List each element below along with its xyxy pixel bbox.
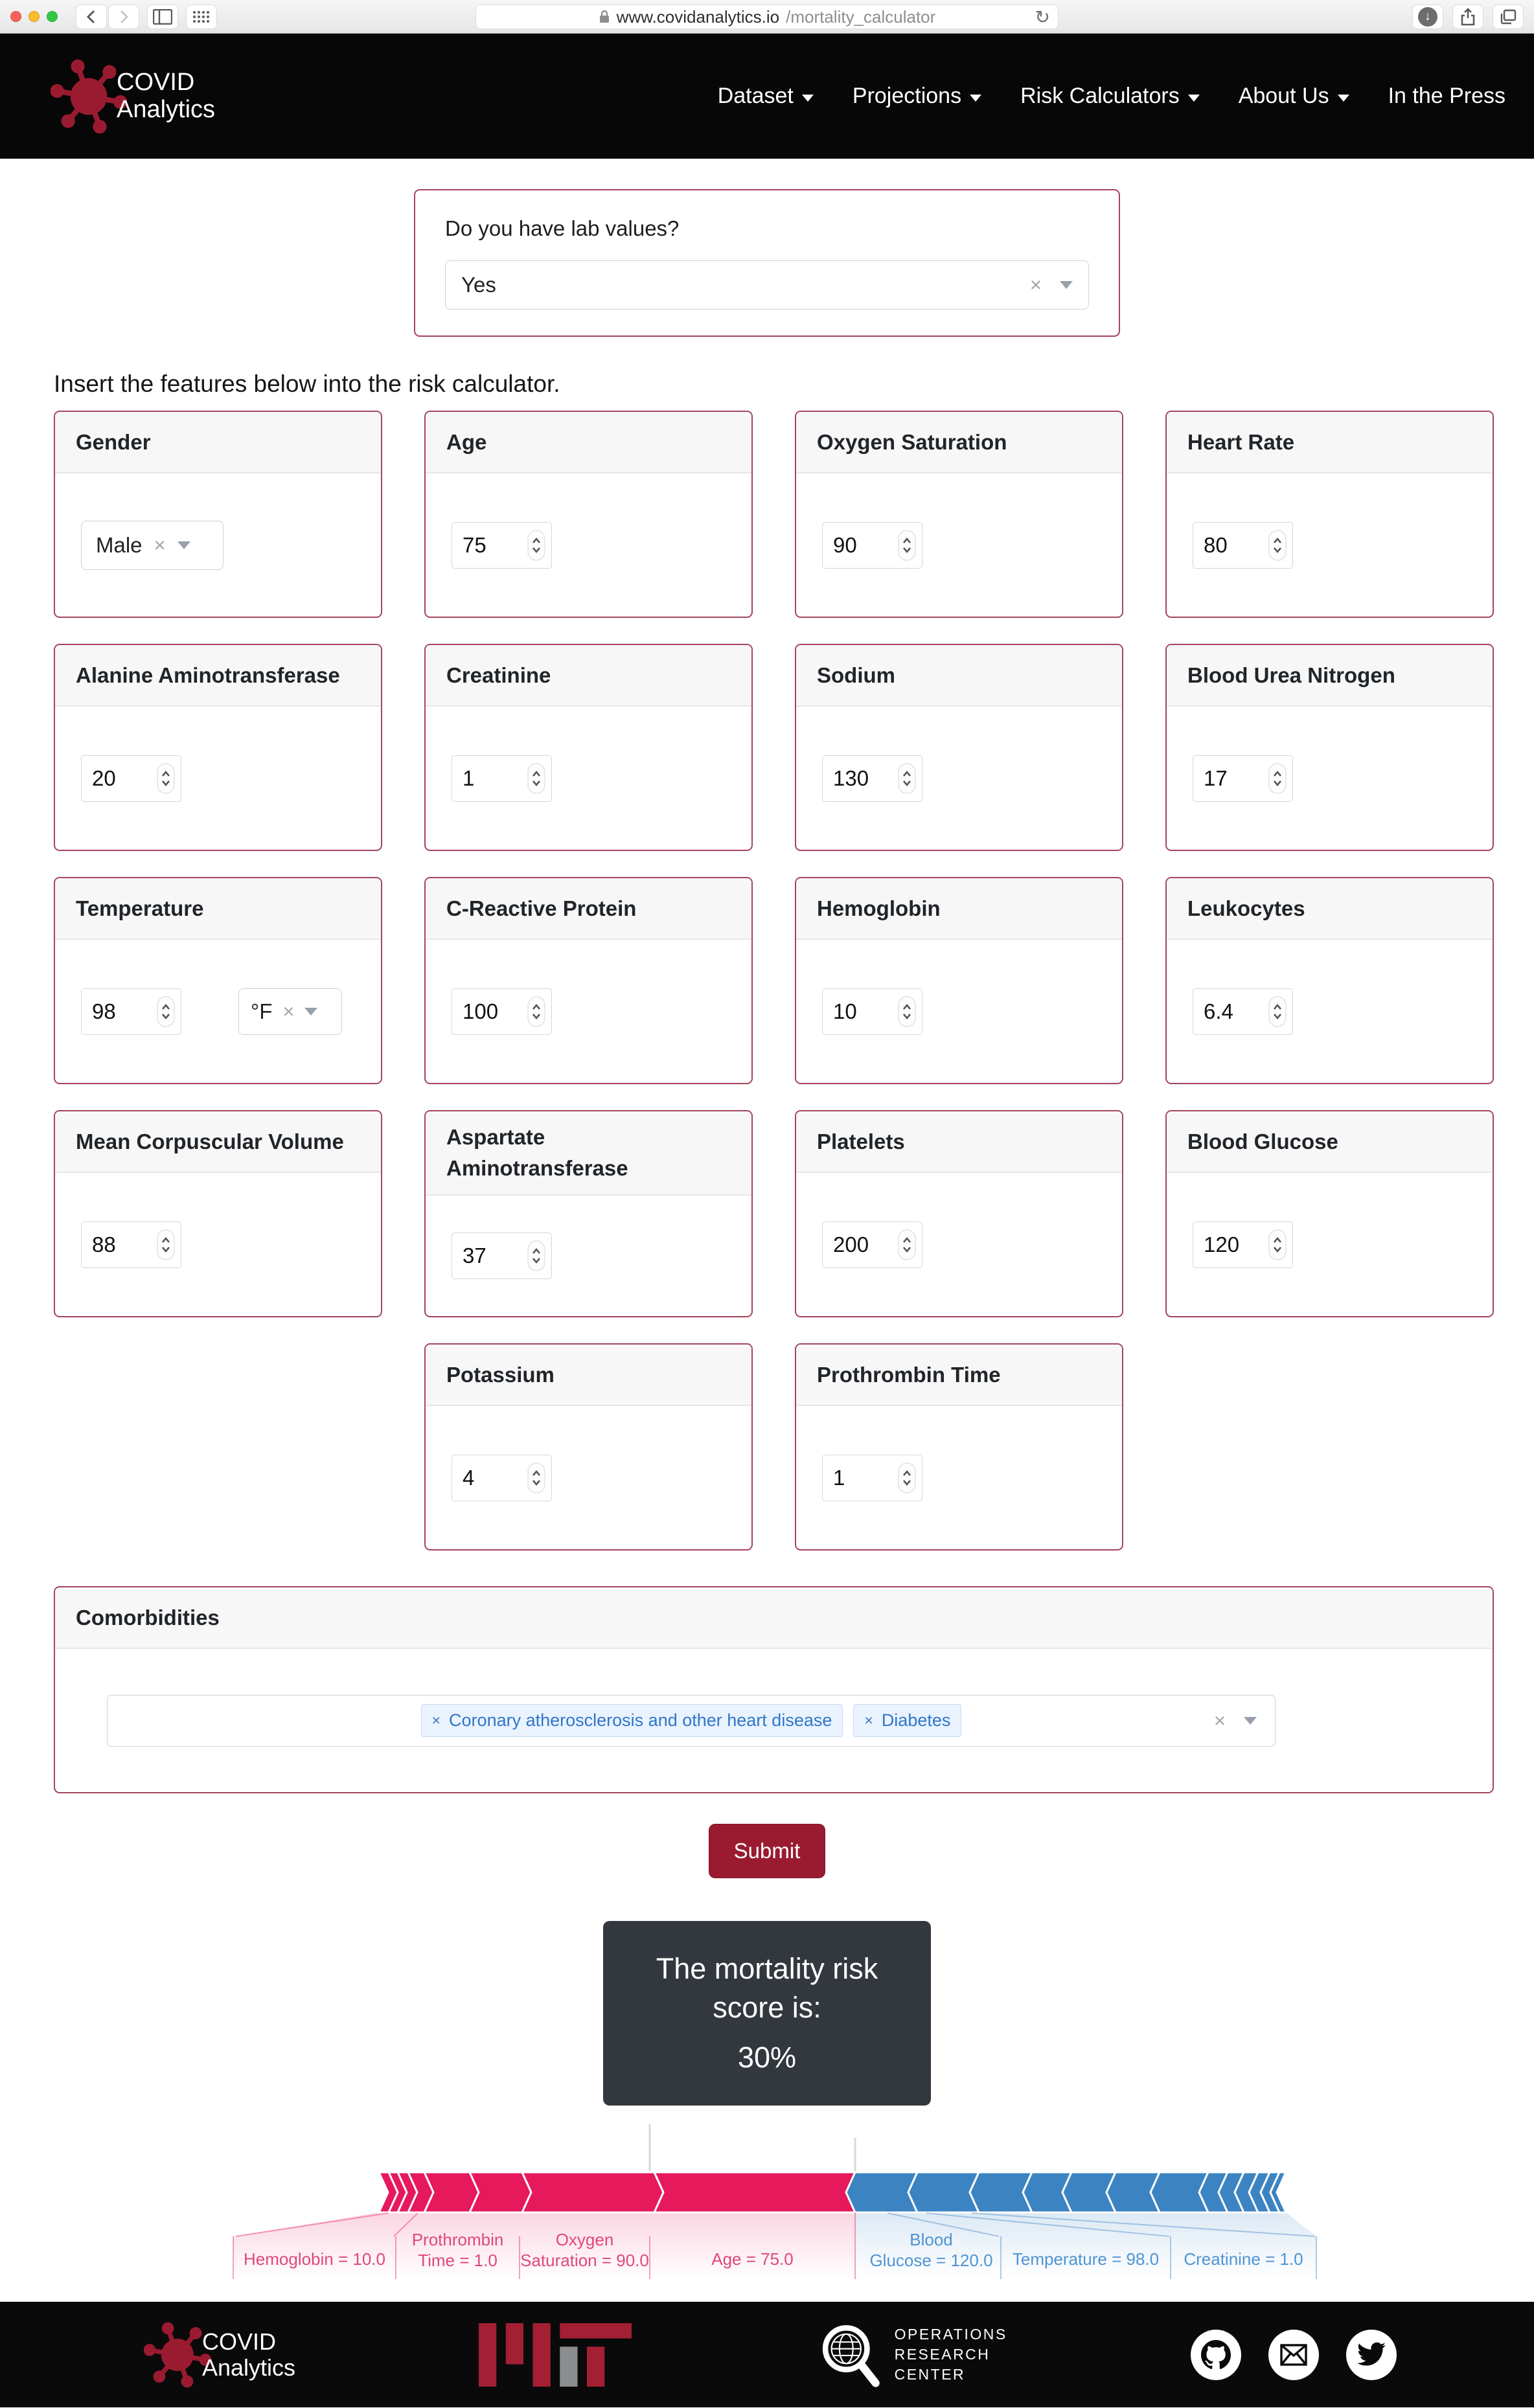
gender-select[interactable]: [81, 521, 223, 570]
number-value: 120: [1204, 1232, 1240, 1256]
number-stepper-icon[interactable]: [1268, 996, 1287, 1027]
comorbidity-chip[interactable]: [421, 1704, 843, 1737]
orc-logo-block[interactable]: [816, 2319, 1007, 2391]
tabs-button[interactable]: [1493, 5, 1524, 29]
number-stepper-icon[interactable]: [527, 1240, 545, 1271]
minimize-window-button[interactable]: [29, 11, 40, 22]
feature-card-heart-rate: [1165, 411, 1494, 618]
select-value: °F: [251, 999, 273, 1023]
feature-title: Hemoglobin: [796, 878, 1122, 940]
close-window-button[interactable]: [10, 11, 21, 22]
sidebar-button[interactable]: [147, 5, 178, 29]
number-stepper-icon[interactable]: [157, 763, 175, 794]
temperature-input[interactable]: [81, 988, 181, 1035]
main-nav: [718, 84, 1505, 109]
chevron-down-icon: [1188, 95, 1200, 102]
feature-title: Mean Corpuscular Volume: [55, 1111, 381, 1173]
number-stepper-icon[interactable]: [898, 996, 916, 1027]
clear-icon[interactable]: ×: [282, 999, 295, 1023]
twitter-icon: [1357, 2342, 1386, 2368]
sidebar-icon: [153, 9, 172, 25]
twitter-link[interactable]: [1346, 2330, 1397, 2380]
feature-title: Alanine Aminotransferase: [55, 645, 381, 707]
lab-values-card: [414, 189, 1120, 337]
number-value: 130: [833, 766, 869, 790]
nav-item-about-us[interactable]: [1239, 84, 1349, 109]
potassium-input[interactable]: [452, 1455, 552, 1501]
number-stepper-icon[interactable]: [898, 1462, 916, 1494]
mean-corpuscular-volume-input[interactable]: [81, 1221, 181, 1268]
page-instructions: Insert the features below into the risk calculator.: [54, 370, 560, 397]
comorbidity-chip[interactable]: [853, 1704, 961, 1737]
number-value: 1: [833, 1465, 845, 1490]
blood-glucose-input[interactable]: [1193, 1221, 1293, 1268]
feature-title: Leukocytes: [1167, 878, 1493, 940]
nav-item-label: Risk Calculators: [1020, 84, 1180, 108]
feature-title: Heart Rate: [1167, 412, 1493, 473]
number-stepper-icon[interactable]: [527, 763, 545, 794]
feature-card-mean-corpuscular-volume: [54, 1110, 382, 1317]
nav-item-label: Projections: [852, 84, 962, 108]
feature-card-hemoglobin: [795, 877, 1123, 1084]
brand-logo[interactable]: [51, 58, 215, 135]
force-plot-label: Age = 75.0: [711, 2249, 794, 2269]
address-bar[interactable]: [475, 5, 1059, 29]
feature-title: Oxygen Saturation: [796, 412, 1122, 473]
feature-title: Gender: [55, 412, 381, 473]
number-stepper-icon[interactable]: [1268, 763, 1287, 794]
feature-card-platelets: [795, 1110, 1123, 1317]
chevron-down-icon[interactable]: [1244, 1717, 1257, 1725]
nav-item-projections[interactable]: [853, 84, 981, 109]
chevron-down-icon[interactable]: [304, 1008, 317, 1016]
github-link[interactable]: [1191, 2330, 1241, 2380]
feature-title: Aspartate Aminotransferase: [426, 1111, 751, 1196]
creatinine-input[interactable]: [452, 755, 552, 802]
heart-rate-input[interactable]: [1193, 522, 1293, 569]
prothrombin-time-input[interactable]: [822, 1455, 922, 1501]
number-value: 75: [463, 532, 487, 557]
feature-title: Creatinine: [426, 645, 751, 707]
hemoglobin-input[interactable]: [822, 988, 922, 1035]
feature-card-c-reactive-protein: [424, 877, 753, 1084]
comorbidities-card: [54, 1586, 1494, 1793]
chevron-down-icon: [802, 95, 814, 102]
nav-item-label: About Us: [1238, 84, 1329, 108]
number-stepper-icon[interactable]: [157, 1229, 175, 1260]
platelets-input[interactable]: [822, 1221, 922, 1268]
orc-wordmark: OPERATIONS RESEARCH CENTER: [894, 2325, 1007, 2383]
clear-icon[interactable]: ×: [1213, 1709, 1226, 1732]
feature-title: Prothrombin Time: [796, 1345, 1122, 1406]
feature-card-aspartate-aminotransferase: [424, 1110, 753, 1317]
force-plot-label: Hemoglobin = 10.0: [244, 2249, 385, 2269]
feature-title: Potassium: [426, 1345, 751, 1406]
number-value: 20: [92, 766, 116, 790]
nav-item-dataset[interactable]: [718, 84, 814, 109]
shap-force-plot: [0, 2117, 1534, 2279]
feature-title: Platelets: [796, 1111, 1122, 1173]
chip-label: Diabetes: [881, 1710, 951, 1730]
features-grid: [54, 411, 1494, 1550]
risk-score-value: 30%: [737, 2040, 797, 2074]
force-plot-label: Prothrombin Time = 1.0: [411, 2230, 504, 2270]
feature-title: Sodium: [796, 645, 1122, 707]
tab-overview-button[interactable]: [186, 5, 217, 29]
orc-magnifier-icon: [816, 2319, 883, 2391]
aspartate-aminotransferase-input[interactable]: [452, 1232, 552, 1279]
feature-card-potassium: [424, 1343, 753, 1550]
mit-logo[interactable]: [479, 2323, 632, 2387]
feature-card-creatinine: [424, 644, 753, 851]
blood-urea-nitrogen-input[interactable]: [1193, 755, 1293, 802]
result-line2: score is:: [713, 1991, 821, 2025]
feature-card-age: [424, 411, 753, 618]
number-stepper-icon[interactable]: [898, 1229, 916, 1260]
chip-label: Coronary atherosclerosis and other heart disease: [449, 1710, 832, 1730]
comorbidities-title: Comorbidities: [55, 1587, 1493, 1649]
lab-values-selected: Yes: [461, 273, 496, 297]
force-plot-label: Oxygen Saturation = 90.0: [520, 2230, 649, 2270]
number-stepper-icon[interactable]: [1268, 530, 1287, 561]
remove-chip-icon[interactable]: ×: [431, 1712, 441, 1729]
number-stepper-icon[interactable]: [1268, 1229, 1287, 1260]
age-input[interactable]: [452, 522, 552, 569]
number-value: 6.4: [1204, 999, 1233, 1023]
nav-item-risk-calculators[interactable]: [1020, 84, 1200, 109]
zoom-window-button[interactable]: [47, 11, 58, 22]
feature-card-blood-urea-nitrogen: [1165, 644, 1494, 851]
downloads-button[interactable]: [1412, 5, 1443, 29]
submit-button[interactable]: Submit: [709, 1824, 826, 1878]
window-controls: [10, 11, 58, 22]
chevron-down-icon[interactable]: [1060, 281, 1073, 289]
top-navbar: [0, 34, 1534, 159]
force-plot-label: Blood Glucose = 120.0: [869, 2230, 993, 2270]
comorbidities-multiselect[interactable]: [107, 1695, 1276, 1747]
share-button[interactable]: [1452, 5, 1483, 29]
number-value: 4: [463, 1465, 475, 1490]
feature-title: Blood Glucose: [1167, 1111, 1493, 1173]
brand-name: COVID Analytics: [117, 68, 216, 123]
force-plot-label: Temperature = 98.0: [1012, 2249, 1160, 2269]
social-links: [1191, 2330, 1397, 2380]
alanine-aminotransferase-input[interactable]: [81, 755, 181, 802]
download-icon: ↓: [1418, 7, 1437, 27]
number-value: 90: [833, 532, 857, 557]
back-button[interactable]: [76, 5, 107, 29]
footer-brand-name: COVID Analytics: [202, 2328, 296, 2381]
lab-values-question: Do you have lab values?: [445, 216, 680, 240]
feature-card-alanine-aminotransferase: [54, 644, 382, 851]
chevron-down-icon: [1338, 95, 1349, 102]
clear-icon[interactable]: ×: [1029, 273, 1042, 296]
feature-card-oxygen-saturation: [795, 411, 1123, 618]
email-link[interactable]: [1268, 2330, 1319, 2380]
number-value: 1: [463, 766, 475, 790]
feature-card-temperature: [54, 877, 382, 1084]
number-stepper-icon[interactable]: [157, 996, 175, 1027]
remove-chip-icon[interactable]: ×: [864, 1712, 873, 1729]
feature-title: Temperature: [55, 878, 381, 940]
number-value: 200: [833, 1232, 869, 1256]
feature-title: Age: [426, 412, 751, 473]
feature-card-leukocytes: [1165, 877, 1494, 1084]
email-icon: [1279, 2343, 1308, 2367]
feature-card-blood-glucose: [1165, 1110, 1494, 1317]
force-plot-label: Creatinine = 1.0: [1184, 2249, 1303, 2269]
forward-button[interactable]: [108, 5, 139, 29]
number-value: 37: [463, 1243, 487, 1267]
number-value: 100: [463, 999, 499, 1023]
number-stepper-icon[interactable]: [527, 530, 545, 561]
number-value: 80: [1204, 532, 1228, 557]
sodium-input[interactable]: [822, 755, 922, 802]
lock-icon: [599, 9, 610, 25]
number-value: 88: [92, 1232, 116, 1256]
result-box: [603, 1921, 931, 2106]
reload-icon[interactable]: ↻: [1035, 6, 1050, 27]
clear-icon[interactable]: ×: [154, 533, 166, 556]
number-stepper-icon[interactable]: [898, 763, 916, 794]
number-stepper-icon[interactable]: [898, 530, 916, 561]
page-content: [0, 189, 1534, 2279]
chevron-down-icon: [970, 95, 981, 102]
feature-card-prothrombin-time: [795, 1343, 1123, 1550]
number-value: 17: [1204, 766, 1228, 790]
nav-item-label: Dataset: [717, 84, 794, 108]
lab-values-select[interactable]: [445, 260, 1089, 310]
oxygen-saturation-input[interactable]: [822, 522, 922, 569]
page-footer: [0, 2302, 1534, 2407]
nav-item-in-the-press[interactable]: [1388, 84, 1505, 109]
number-value: 98: [92, 999, 116, 1023]
chevron-left-icon: [83, 8, 100, 25]
grid-icon: [192, 10, 211, 24]
browser-chrome: [0, 0, 1534, 34]
feature-title: Blood Urea Nitrogen: [1167, 645, 1493, 707]
feature-card-gender: [54, 411, 382, 618]
footer-brand-logo[interactable]: [144, 2321, 295, 2389]
chevron-right-icon: [115, 8, 132, 25]
nav-item-label: In the Press: [1388, 84, 1505, 108]
virus-icon: [51, 58, 127, 135]
number-value: 10: [833, 999, 857, 1023]
select-value: Male: [96, 532, 143, 557]
feature-title: C-Reactive Protein: [426, 878, 751, 940]
result-line1: The mortality risk: [656, 1952, 878, 1986]
share-icon: [1460, 8, 1476, 26]
tabs-icon: [1499, 8, 1517, 25]
github-icon: [1201, 2340, 1231, 2370]
chevron-down-icon[interactable]: [177, 541, 190, 549]
number-stepper-icon[interactable]: [527, 1462, 545, 1494]
leukocytes-input[interactable]: [1193, 988, 1293, 1035]
virus-icon: [144, 2321, 211, 2389]
feature-card-sodium: [795, 644, 1123, 851]
number-stepper-icon[interactable]: [527, 996, 545, 1027]
c-reactive-protein-input[interactable]: [452, 988, 552, 1035]
url-host: www.covidanalytics.io: [616, 6, 780, 27]
temperature-unit-select[interactable]: [238, 988, 342, 1035]
url-path: /mortality_calculator: [786, 6, 936, 27]
